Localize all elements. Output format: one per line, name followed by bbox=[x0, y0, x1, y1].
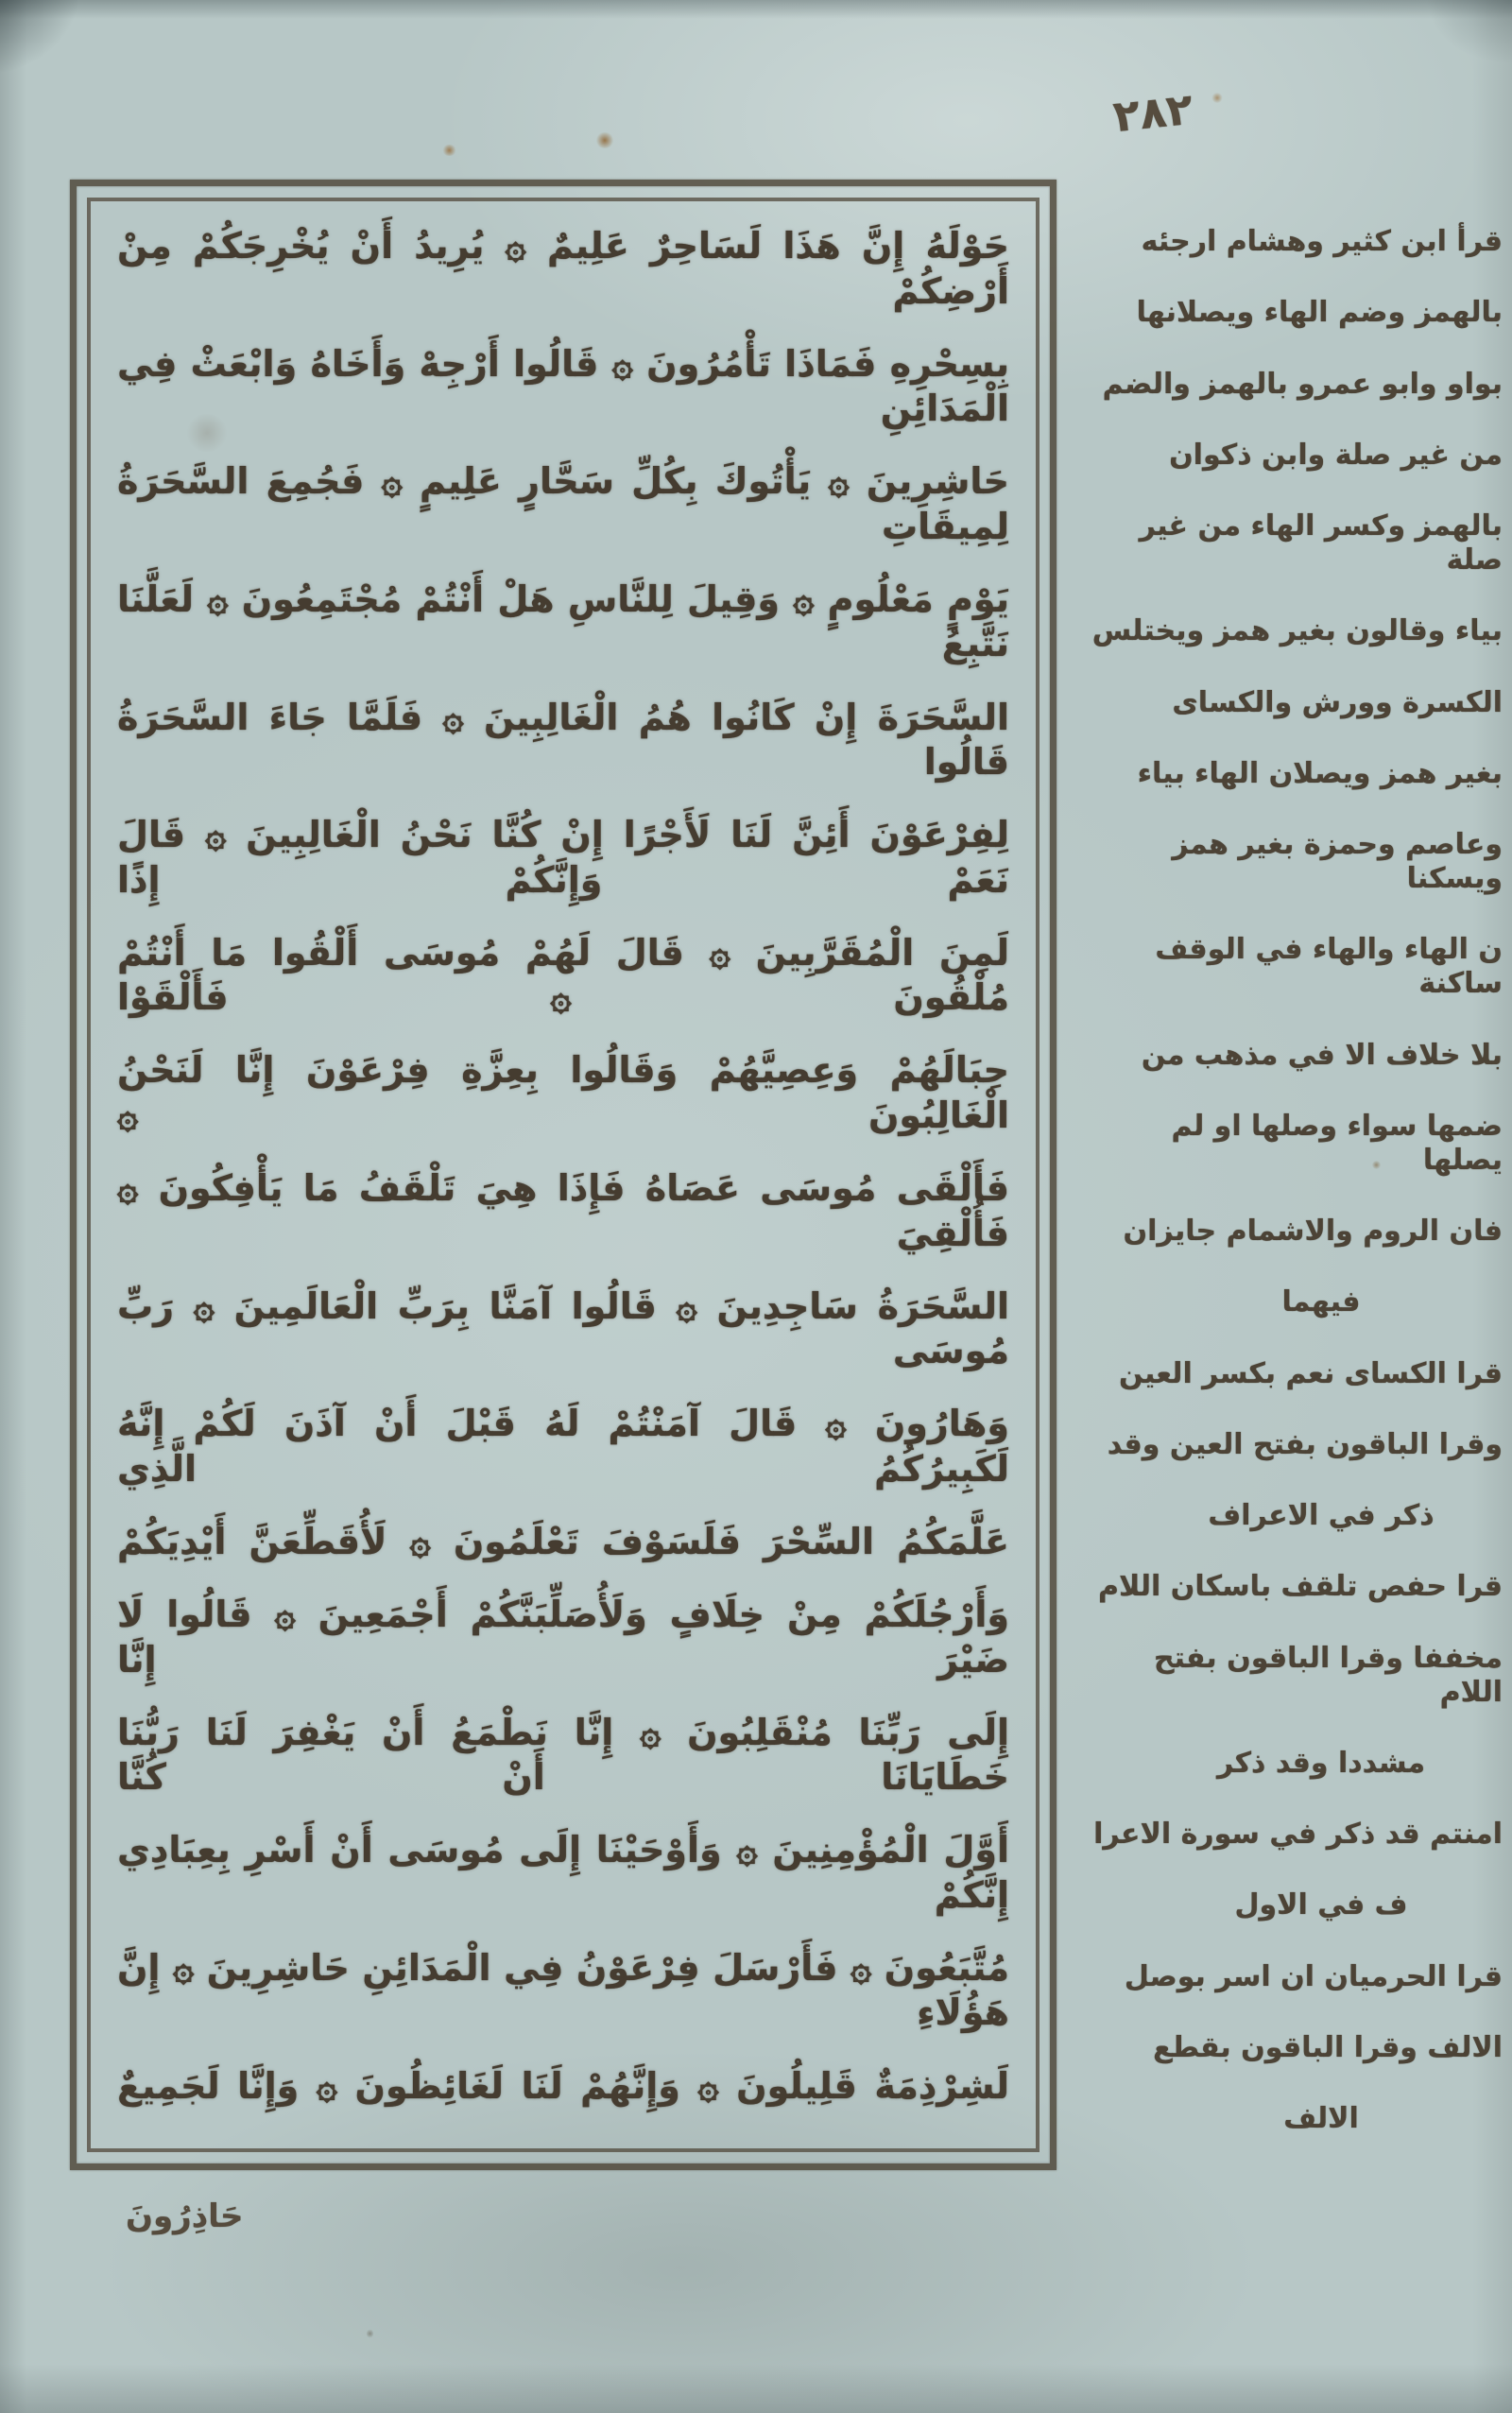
quran-text-line: حِبَالَهُمْ وَعِصِيَّهُمْ وَقَالُوا بِعِزَّةِ فِرْعَوْنَ إِنَّا لَنَحْنُ الْغَالِبُونَ ۞ bbox=[117, 1049, 1009, 1136]
quran-text-line: أَوَّلَ الْمُؤْمِنِينَ ۞ وَأَوْحَيْنَا إِلَى مُوسَى أَنْ أَسْرِ بِعِبَادِي إِنَّكُمْ bbox=[117, 1829, 1009, 1916]
quran-text-line: حَوْلَهُ إِنَّ هَذَا لَسَاحِرٌ عَلِيمٌ ۞ يُرِيدُ أَنْ يُخْرِجَكُمْ مِنْ أَرْضِكُمْ bbox=[117, 225, 1009, 312]
margin-note-line: مخففا وقرا الباقون بفتح اللام bbox=[1153, 1641, 1503, 1709]
margin-note-line: بغير همز ويصلان الهاء بياء bbox=[1137, 756, 1503, 790]
paper-stain bbox=[367, 2329, 373, 2338]
catchword: حَاذِرُونَ bbox=[126, 2198, 244, 2235]
margin-note-line: قرا الحرميان ان اسر بوصل bbox=[1124, 1959, 1503, 1993]
margin-note-line: وعاصم وحمزة بغير همز ويسكنا bbox=[1172, 828, 1503, 895]
quran-text-line: بِسِحْرِهِ فَمَاذَا تَأْمُرُونَ ۞ قَالُوا أَرْجِهْ وَأَخَاهُ وَابْعَثْ فِي الْمَدَائِنِ bbox=[117, 342, 1009, 430]
margin-note-line: ن الهاء والهاء في الوقف ساكنة bbox=[1155, 933, 1503, 1001]
margin-note-line: مشددا وقد ذكر bbox=[1216, 1746, 1426, 1780]
margin-note-line: قرا الكساى نعم بكسر العين bbox=[1119, 1356, 1503, 1390]
quran-text-line: يَوْمٍ مَعْلُومٍ ۞ وَقِيلَ لِلنَّاسِ هَلْ أَنْتُمْ مُجْتَمِعُونَ ۞ لَعَلَّنَا نَتَّبِعُ bbox=[117, 577, 1009, 665]
margin-note-line: قرا حفص تلقف باسكان اللام bbox=[1098, 1570, 1503, 1604]
text-frame-inner-border bbox=[87, 198, 1040, 2152]
quran-text-line: عَلَّمَكُمُ السِّحْرَ فَلَسَوْفَ تَعْلَمُونَ ۞ لَأُقَطِّعَنَّ أَيْدِيَكُمْ bbox=[117, 1520, 1009, 1562]
margin-note-line: ذكر في الاعراف bbox=[1208, 1499, 1435, 1532]
quran-text-line: لَمِنَ الْمُقَرَّبِينَ ۞ قَالَ لَهُمْ مُوسَى أَلْقُوا مَا أَنْتُمْ مُلْقُونَ ۞ فَأَلْقَوْا bbox=[117, 931, 1009, 1019]
quran-text-block bbox=[117, 224, 1009, 2109]
margin-note-line: فان الروم والاشمام جايزان bbox=[1123, 1215, 1503, 1248]
margin-note-line: الالف bbox=[1283, 2102, 1359, 2135]
quran-text-line: فَأَلْقَى مُوسَى عَصَاهُ فَإِذَا هِيَ تَلْقَفُ مَا يَأْفِكُونَ ۞ فَأُلْقِيَ bbox=[117, 1167, 1009, 1254]
margin-note-line: من غير صلة وابن ذكوان bbox=[1169, 438, 1503, 472]
page-number: ٢٨٢ bbox=[1110, 82, 1195, 143]
quran-text-line: إِلَى رَبِّنَا مُنْقَلِبُونَ ۞ إِنَّا نَطْمَعُ أَنْ يَغْفِرَ لَنَا رَبُّنَا خَطَايَانَا أَنْ كُنَّا bbox=[117, 1711, 1009, 1799]
quran-text-line: حَاشِرِينَ ۞ يَأْتُوكَ بِكُلِّ سَحَّارٍ عَلِيمٍ ۞ فَجُمِعَ السَّحَرَةُ لِمِيقَاتِ bbox=[117, 460, 1009, 547]
margin-note-line: بلا خلاف الا في مذهب من bbox=[1141, 1038, 1503, 1072]
quran-text-line: وَهَارُونَ ۞ قَالَ آمَنْتُمْ لَهُ قَبْلَ أَنْ آذَنَ لَكُمْ إِنَّهُ لَكَبِيرُكُمُ الَّذِي bbox=[117, 1403, 1009, 1490]
paper-stain bbox=[1211, 93, 1223, 103]
margin-note-line: بالهمز وضم الهاء ويصلانها bbox=[1136, 296, 1503, 330]
margin-note-line: بواو وابو عمرو بالهمز والضم bbox=[1102, 367, 1503, 401]
margin-note-line: بالهمز وكسر الهاء من غير صلة bbox=[1139, 509, 1503, 577]
quran-text-line: السَّحَرَةُ سَاجِدِينَ ۞ قَالُوا آمَنَّا بِرَبِّ الْعَالَمِينَ ۞ رَبِّ مُوسَى bbox=[117, 1284, 1009, 1372]
margin-note-line: قرأ ابن كثير وهشام ارجئه bbox=[1141, 225, 1503, 258]
margin-note-line: الالف وقرا الباقون بقطع bbox=[1153, 2030, 1503, 2064]
margin-note-line: ف في الاول bbox=[1234, 1888, 1408, 1922]
paper-stain bbox=[442, 145, 456, 156]
margin-note-line: الكسرة وورش والكساى bbox=[1172, 685, 1503, 719]
quran-text-line: مُتَّبَعُونَ ۞ فَأَرْسَلَ فِرْعَوْنُ فِي الْمَدَائِنِ حَاشِرِينَ ۞ إِنَّ هَؤُلَاءِ bbox=[117, 1946, 1009, 2034]
quran-text-line: وَأَرْجُلَكُمْ مِنْ خِلَافٍ وَلَأُصَلِّبَنَّكُمْ أَجْمَعِينَ ۞ قَالُوا لَا ضَيْرَ إِنَّا bbox=[117, 1594, 1009, 1680]
paper-stain bbox=[595, 132, 614, 148]
margin-note-line: امنتم قد ذكر في سورة الاعرا bbox=[1093, 1818, 1503, 1851]
margin-note-line: وقرا الباقون بفتح العين وقد bbox=[1107, 1427, 1503, 1461]
quran-text-line: لِفِرْعَوْنَ أَئِنَّ لَنَا لَأَجْرًا إِنْ كُنَّا نَحْنُ الْغَالِبِينَ ۞ قَالَ نَعَمْ وَإِنَّكُمْ إِذًا bbox=[117, 814, 1009, 901]
margin-note-line: بياء وقالون بغير همز ويختلس bbox=[1091, 614, 1503, 648]
quran-text-line: السَّحَرَةَ إِنْ كَانُوا هُمُ الْغَالِبِينَ ۞ فَلَمَّا جَاءَ السَّحَرَةُ قَالُوا bbox=[117, 696, 1009, 783]
quran-text-line: لَشِرْذِمَةٌ قَلِيلُونَ ۞ وَإِنَّهُمْ لَنَا لَغَائِظُونَ ۞ وَإِنَّا لَجَمِيعٌ bbox=[117, 2064, 1009, 2107]
margin-qiraat-commentary bbox=[1083, 225, 1503, 2136]
margin-note-line: فيهما bbox=[1281, 1285, 1361, 1319]
text-frame-border bbox=[70, 180, 1057, 2170]
margin-note-line: ضمها سواء وصلها او لم يصلها bbox=[1171, 1109, 1503, 1177]
